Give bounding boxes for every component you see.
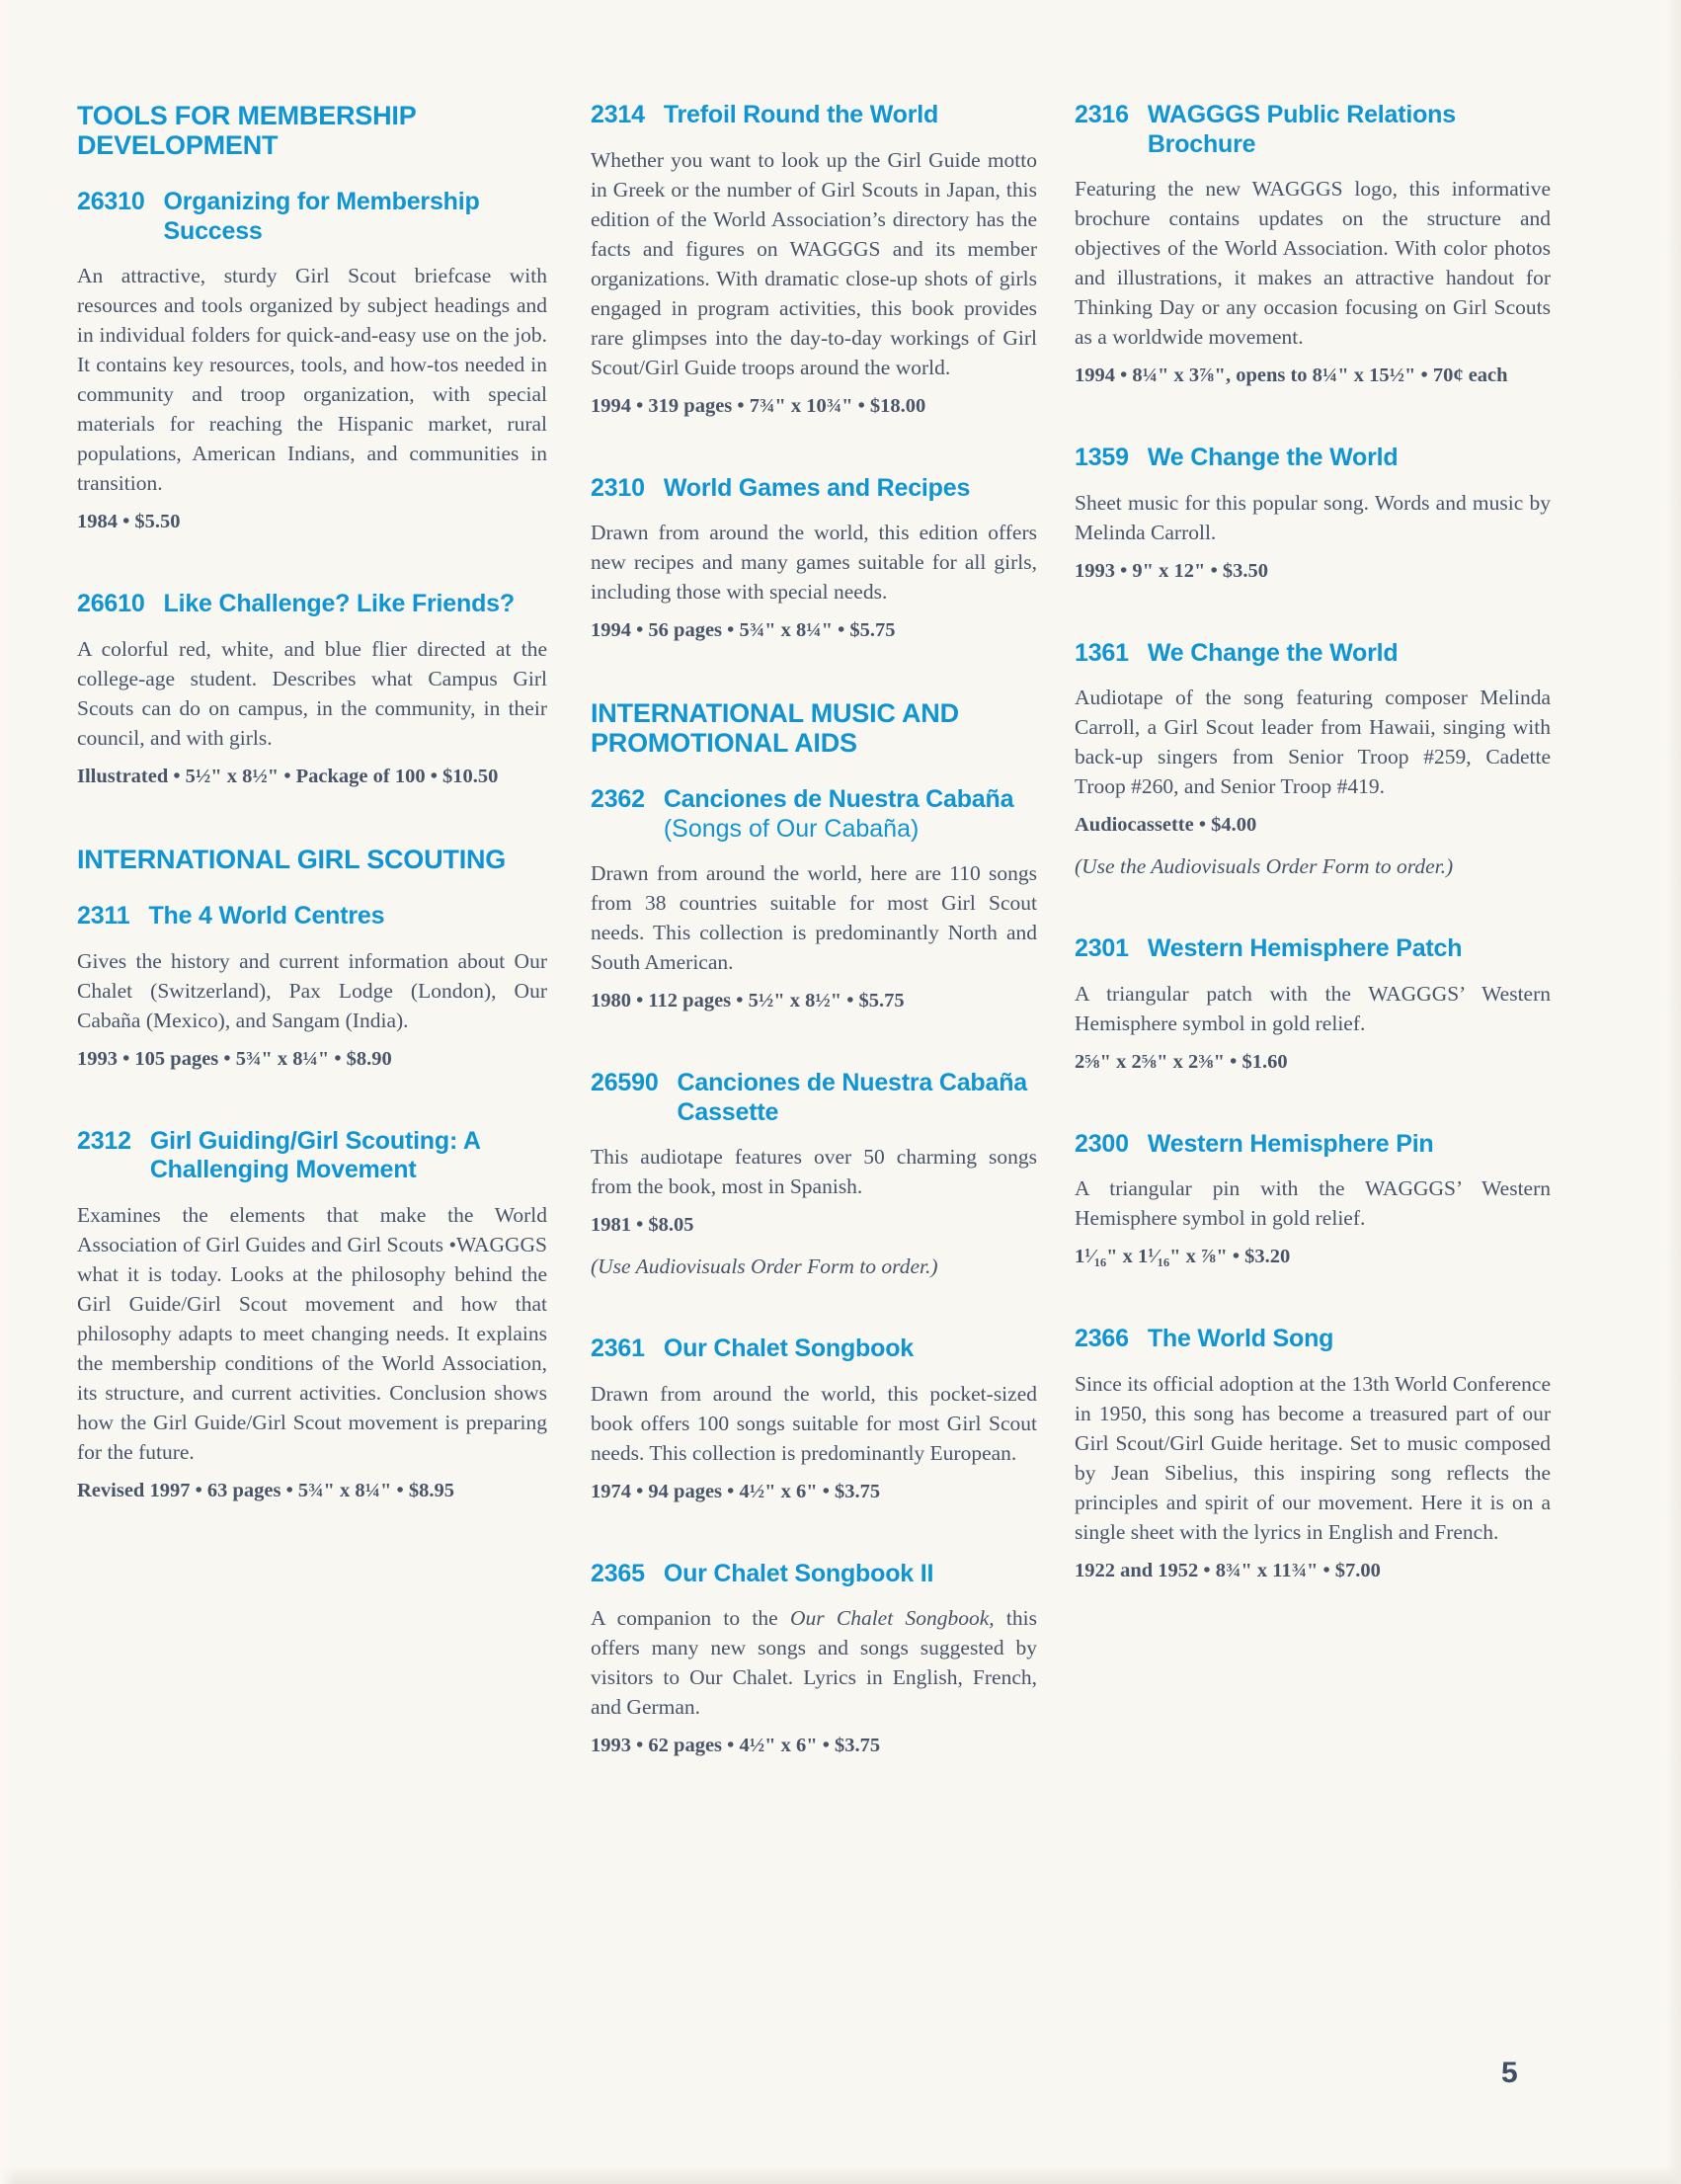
item-description: Whether you want to look up the Girl Guide motto in Greek or the number of Girl Scouts in Japan, this edition of the World Association’s directory has the facts and figures on WAGGGS and its member organizations. With dramatic close-up shots of girls engaged in program activities, this book provides rare glimpses into the day-to-day workings of Girl Scout/Girl Guide troops around the world. (591, 147, 1037, 379)
section-heading: TOOLS FOR MEMBERSHIP DEVELOPMENT (77, 101, 417, 161)
item-code: 2362 (591, 785, 645, 814)
item-title: Canciones de Nuestra Cabaña Cassette (677, 1069, 1027, 1126)
catalog-item-2311 (77, 902, 547, 1074)
item-description: Examines the elements that make the World Association of Girl Guides and Girl Scouts •WAGGGS what it is today. Looks at the philosophy behind the Girl Guide/Girl Scout movement and how that philosophy adapts to meet changing needs. It explains the membership conditions of the World Association, its structure, and current activities. Conclusion shows how the Girl Guide/Girl Scout movement is preparing for the future. (77, 1202, 547, 1464)
order-form-note: (Use the Audiovisuals Order Form to order.) (1075, 854, 1454, 878)
item-specs: 1981 • $8.05 (591, 1214, 694, 1237)
item-description: Since its official adoption at the 13th World Conference in 1950, this song has become a treasured part of our Girl Scout/Girl Guide heritage. Set to music composed by Jean Sibelius, this inspiring song reflects the principles and spirit of our movement. Here it is on a single sheet with the lyrics in English and French. (1075, 1371, 1551, 1544)
item-description: Audiotape of the song featuring composer Melinda Carroll, a Girl Scout leader from Hawaii, singing with back-up singers from Senior Troop #259, Cadette Troop #260, and Senior Troop #419. (1075, 686, 1551, 798)
item-code: 26590 (591, 1069, 659, 1097)
item-code: 2310 (591, 473, 645, 502)
catalog-item-2300 (1075, 1130, 1551, 1272)
item-description: Drawn from around the world, this pocket-sized book offers 100 songs suitable for most Girl Scout needs. This collection is predominantly European. (591, 1381, 1037, 1465)
page-number: 5 (1501, 2057, 1518, 2089)
item-code: 1359 (1075, 444, 1129, 471)
item-specs: 1993 • 62 pages • 4½" x 6" • $3.75 (591, 1735, 881, 1757)
catalog-item-26590 (591, 1069, 1037, 1281)
item-code: 1361 (1075, 638, 1129, 667)
item-heading (591, 1335, 1037, 1364)
catalog-item-2301 (1075, 934, 1551, 1077)
item-code: 2311 (77, 902, 130, 930)
item-heading (1075, 639, 1551, 669)
catalog-item-26310 (77, 188, 547, 536)
item-code: 2312 (77, 1126, 131, 1155)
item-specs: 1994 • 8¼" x 3⅞", opens to 8¼" x 15½" • 70¢ each (1075, 364, 1508, 386)
item-heading (77, 1127, 547, 1185)
item-heading (77, 902, 547, 931)
item-heading (77, 590, 547, 619)
column-1 (77, 101, 547, 1559)
item-code: 2361 (591, 1335, 645, 1363)
item-title: Girl Guiding/Girl Scouting: A Challenging Movement (149, 1126, 480, 1184)
item-specs: 1993 • 9" x 12" • $3.50 (1075, 559, 1268, 582)
catalog-item-26610 (77, 590, 547, 791)
item-specs: 1994 • 56 pages • 5¾" x 8¼" • $5.75 (591, 619, 896, 641)
item-description: Drawn from around the world, this edition offers new recipes and many games suitable for all girls, including those with special needs. (591, 521, 1037, 604)
item-code: 2314 (591, 101, 645, 128)
item-heading (1075, 101, 1551, 159)
catalog-item-2310 (591, 474, 1037, 646)
item-description: Drawn from around the world, here are 110 songs from 38 countries suitable for most Girl Scout needs. This collection is predominantly North and South American. (591, 861, 1037, 975)
catalog-item-2316 (1075, 101, 1551, 390)
item-title: We Change the World (1147, 444, 1399, 471)
item-title: Organizing for Membership Success (163, 188, 480, 245)
item-code: 2300 (1075, 1129, 1129, 1158)
item-heading (1075, 934, 1551, 964)
item-title: Our Chalet Songbook (663, 1335, 914, 1363)
item-title: Western Hemisphere Pin (1147, 1129, 1434, 1158)
item-heading (1075, 1130, 1551, 1160)
section-heading: INTERNATIONAL GIRL SCOUTING (77, 844, 507, 874)
item-title: The 4 World Centres (148, 902, 385, 930)
item-description: A triangular pin with the WAGGGS’ Western Hemisphere symbol in gold relief. (1075, 1176, 1551, 1230)
item-subtitle: (Songs of Our Cabaña) (663, 814, 920, 843)
item-specs: Audiocassette • $4.00 (1075, 814, 1257, 836)
catalog-item-1361 (1075, 639, 1551, 882)
item-description: Featuring the new WAGGGS logo, this informative brochure contains updates on the structure and objectives of the World Association. With color photos and illustrations, it makes an attractive handout for Thinking Day or any occasion focusing on Girl Scouts as a worldwide movement. (1075, 177, 1551, 349)
item-description: A companion to the Our Chalet Songbook, this offers many new songs and songs suggested by visitors to Our Chalet. Lyrics in English, French, and German. (591, 1606, 1037, 1720)
item-title: WAGGGS Public Relations Brochure (1147, 101, 1456, 158)
item-description: An attractive, sturdy Girl Scout briefcase with resources and tools organized by subject headings and in individual folders for quick-and-easy use on the job. It contains key resources, tools, and how-tos needed in community and troop organization, with special materials for reaching the Hispanic market, rural populations, American Indians, and communities in transition. (77, 264, 547, 496)
item-description: This audiotape features over 50 charming songs from the book, most in Spanish. (591, 1145, 1037, 1199)
item-code: 26310 (77, 188, 145, 216)
column-3 (1075, 101, 1551, 1639)
item-heading (591, 1560, 1037, 1589)
item-title: Trefoil Round the World (663, 101, 939, 128)
item-code: 2316 (1075, 101, 1129, 128)
catalog-item-2314 (591, 101, 1037, 421)
item-title: Like Challenge? Like Friends? (163, 590, 515, 618)
item-heading (1075, 444, 1551, 473)
item-code: 2301 (1075, 934, 1129, 962)
section-heading: INTERNATIONAL MUSIC AND PROMOTIONAL AIDS (591, 698, 959, 759)
item-description: A colorful red, white, and blue flier directed at the college-age student. Describes what Campus Girl Scouts can do on campus, in the community, in their council, and with girls. (77, 636, 547, 750)
item-heading (1075, 1325, 1551, 1354)
item-specs: 1984 • $5.50 (77, 511, 181, 533)
item-code: 2365 (591, 1559, 645, 1587)
item-code: 26610 (77, 590, 145, 618)
item-title: The World Song (1147, 1325, 1334, 1352)
item-title: Western Hemisphere Patch (1147, 934, 1463, 962)
item-heading (591, 101, 1037, 130)
item-heading (591, 785, 1037, 844)
item-description: Sheet music for this popular song. Words and music by Melinda Carroll. (1075, 490, 1551, 544)
item-specs: 1993 • 105 pages • 5¾" x 8¼" • $8.90 (77, 1047, 392, 1070)
catalog-item-2365 (591, 1560, 1037, 1761)
item-specs: 1922 and 1952 • 8¾" x 11¾" • $7.00 (1075, 1559, 1381, 1581)
item-description: A triangular patch with the WAGGGS’ Western Hemisphere symbol in gold relief. (1075, 981, 1551, 1035)
order-form-note: (Use Audiovisuals Order Form to order.) (591, 1254, 938, 1279)
item-description: Gives the history and current information about Our Chalet (Switzerland), Pax Lodge (London), Our Cabaña (Mexico), and Sangam (India). (77, 948, 547, 1032)
item-title: Our Chalet Songbook II (663, 1559, 934, 1587)
catalog-item-2312 (77, 1127, 547, 1505)
item-specs: 1994 • 319 pages • 7¾" x 10¾" • $18.00 (591, 394, 926, 417)
item-heading (591, 474, 1037, 504)
column-2 (591, 101, 1037, 1814)
catalog-item-1359 (1075, 444, 1551, 586)
item-heading (77, 188, 547, 246)
item-specs: 2⅝" x 2⅝" x 2⅜" • $1.60 (1075, 1050, 1288, 1073)
item-specs: Revised 1997 • 63 pages • 5¾" x 8¼" • $8.95 (77, 1479, 454, 1501)
item-specs: 1974 • 94 pages • 4½" x 6" • $3.75 (591, 1480, 881, 1502)
item-title: Canciones de Nuestra Cabaña (Songs of Our Cabaña) (664, 785, 1037, 844)
item-heading (591, 1069, 1037, 1127)
item-specs: 1¹⁄₁₆" x 1¹⁄₁₆" x ⅞" • $3.20 (1075, 1246, 1291, 1267)
item-title: World Games and Recipes (663, 473, 971, 502)
item-specs: Illustrated • 5½" x 8½" • Package of 100 • $10.50 (77, 765, 499, 787)
catalog-item-2361 (591, 1335, 1037, 1506)
catalog-item-2362 (591, 785, 1037, 1015)
item-code: 2366 (1075, 1325, 1129, 1352)
item-specs: 1980 • 112 pages • 5½" x 8½" • $5.75 (591, 990, 905, 1012)
item-title: We Change the World (1147, 638, 1399, 667)
catalog-item-2366 (1075, 1325, 1551, 1585)
